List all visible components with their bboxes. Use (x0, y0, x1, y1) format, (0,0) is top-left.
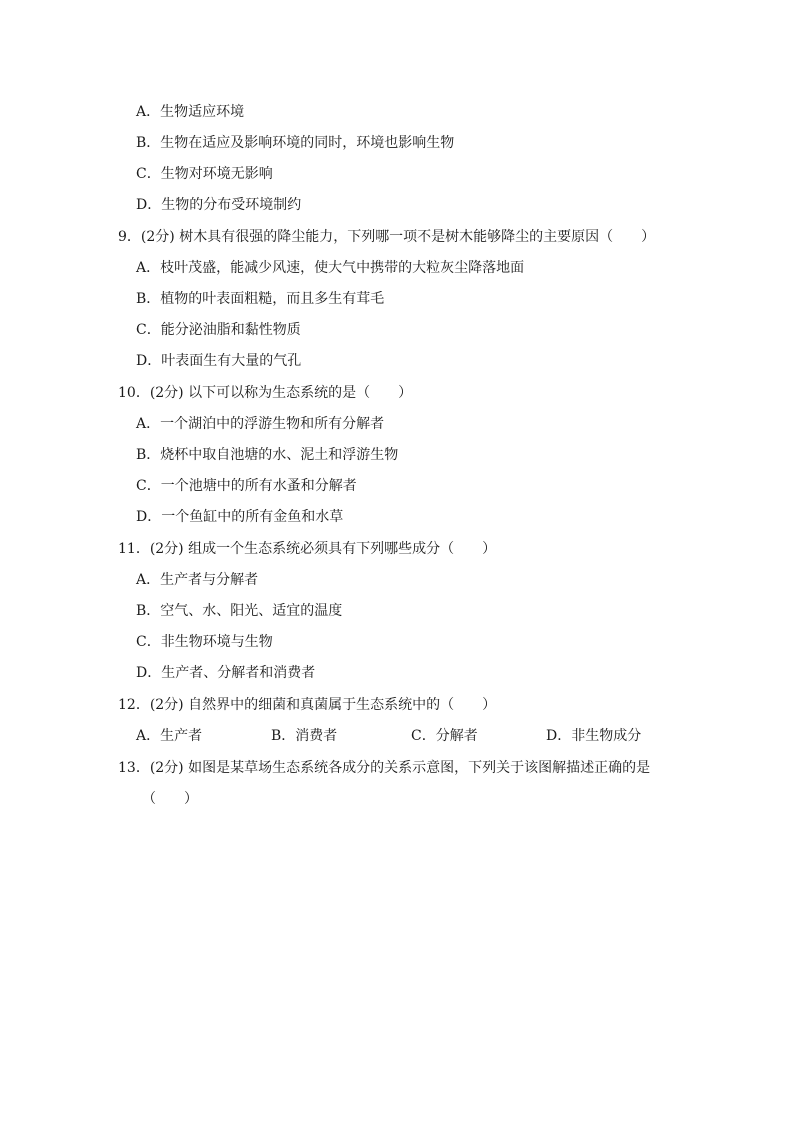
q11-option-d: D．生产者、分解者和消费者 (136, 665, 316, 681)
q9-option-c: C．能分泌油脂和黏性物质 (136, 322, 301, 338)
q9-option-b: B．植物的叶表面粗糙，而且多生有茸毛 (136, 291, 385, 307)
q12-option-c: C．分解者 (411, 728, 478, 744)
q9-stem: 9．(2分) 树木具有很强的降尘能力，下列哪一项不是树木能够降尘的主要原因（ ） (118, 229, 656, 245)
q13-stem-answer-blank: （ ） (142, 791, 198, 807)
q10-option-a: A．一个湖泊中的浮游生物和所有分解者 (136, 416, 385, 432)
q9-option-d: D．叶表面生有大量的气孔 (136, 353, 302, 369)
q10-option-b: B．烧杯中取自池塘的水、泥土和浮游生物 (136, 447, 399, 463)
q10-option-c: C．一个池塘中的所有水蚤和分解者 (136, 478, 357, 494)
q12-options-row (136, 727, 696, 745)
q10-stem: 10．(2分) 以下可以称为生态系统的是（ ） (118, 385, 413, 401)
q12-option-a: A．生产者 (136, 728, 203, 744)
q12-option-d: D．非生物成分 (546, 728, 642, 744)
q8-option-d: D．生物的分布受环境制约 (136, 197, 302, 213)
q8-option-c: C．生物对环境无影响 (136, 166, 273, 182)
q11-option-b: B．空气、水、阳光、适宜的温度 (136, 603, 343, 619)
q11-option-a: A．生产者与分解者 (136, 572, 259, 588)
q9-option-a: A．枝叶茂盛，能减少风速，使大气中携带的大粒灰尘降落地面 (136, 260, 525, 276)
q11-stem: 11．(2分) 组成一个生态系统必须具有下列哪些成分（ ） (118, 541, 497, 557)
q11-option-c: C．非生物环境与生物 (136, 634, 273, 650)
q13-stem: 13．(2分) 如图是某草场生态系统各成分的关系示意图，下列关于该图解描述正确的是 (118, 760, 651, 776)
q12-stem: 12．(2分) 自然界中的细菌和真菌属于生态系统中的（ ） (118, 697, 497, 713)
q8-option-b: B．生物在适应及影响环境的同时，环境也影响生物 (136, 135, 455, 151)
q10-option-d: D．一个鱼缸中的所有金鱼和水草 (136, 509, 344, 525)
q12-option-b: B．消费者 (271, 728, 338, 744)
q8-option-a: A．生物适应环境 (136, 104, 245, 120)
